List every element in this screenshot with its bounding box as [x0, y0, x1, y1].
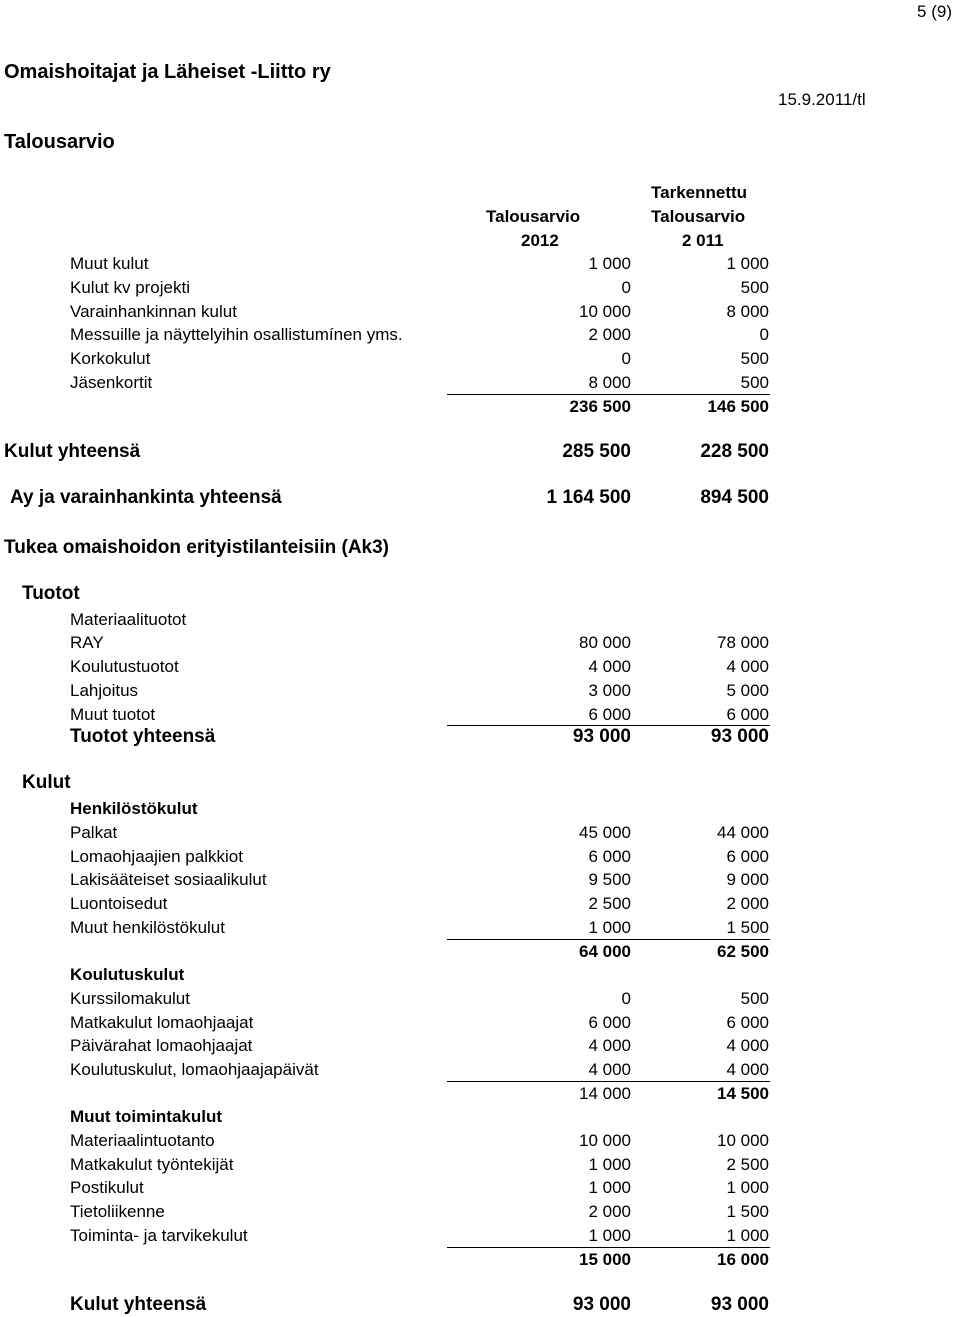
column-header-refined: Tarkennettu [651, 183, 748, 202]
total-2012: 93 000 [572, 726, 631, 747]
value-2011: 1 000 [726, 1226, 769, 1245]
value-2011: 2 500 [726, 1155, 769, 1174]
value-2011: 9 000 [726, 870, 769, 889]
value-2011: 0 [759, 325, 769, 344]
group-heading: Muut toimintakulut [70, 1107, 223, 1126]
total-label: Ay ja varainhankinta yhteensä [10, 487, 282, 508]
value-2012: 1 000 [588, 1226, 631, 1245]
value-2011: 6 000 [726, 705, 769, 724]
total-2011: 894 500 [700, 487, 769, 508]
value-2011: 1 000 [726, 254, 769, 273]
date-reference: 15.9.2011/tl [778, 90, 866, 109]
row-label: Muut kulut [70, 254, 149, 273]
value-2011: 1 500 [726, 1202, 769, 1221]
subtotal-2011: 16 000 [717, 1250, 769, 1269]
subtotal-2011: 14 500 [717, 1084, 769, 1103]
value-2012: 10 000 [579, 1131, 631, 1150]
value-2012: 2 000 [588, 1202, 631, 1221]
document-title: Talousarvio [4, 131, 115, 153]
divider-line [447, 394, 770, 395]
value-2011: 500 [740, 349, 769, 368]
value-2012: 4 000 [588, 1060, 631, 1079]
total-2011: 93 000 [710, 1294, 769, 1315]
value-2011: 44 000 [717, 823, 769, 842]
row-label: Muut henkilöstökulut [70, 918, 225, 937]
row-label: Tietoliikenne [70, 1202, 165, 1221]
value-2012: 3 000 [588, 681, 631, 700]
value-2012: 10 000 [579, 302, 631, 321]
value-2011: 500 [740, 989, 769, 1008]
section-title: Tukea omaishoidon erityistilanteisiin (Ak3) [4, 537, 390, 558]
total-2011: 228 500 [700, 441, 769, 462]
row-label: Messuille ja näyttelyihin osallistumínen yms. [70, 325, 403, 344]
organization-name: Omaishoitajat ja Läheiset -Liitto ry [4, 61, 331, 83]
total-2011: 93 000 [710, 726, 769, 747]
row-label: Materiaalintuotanto [70, 1131, 215, 1150]
row-label: Varainhankinnan kulut [70, 302, 237, 321]
value-2011: 6 000 [726, 1013, 769, 1032]
subtotal-2012: 236 500 [569, 397, 631, 416]
subtotal-2012: 64 000 [579, 942, 631, 961]
value-2011: 78 000 [717, 633, 769, 652]
value-2011: 4 000 [726, 657, 769, 676]
column-header-budget-2012: Talousarvio [486, 207, 581, 226]
value-2012: 9 500 [588, 870, 631, 889]
row-label: Postikulut [70, 1178, 144, 1197]
total-2012: 285 500 [562, 441, 631, 462]
subtotal-2011: 146 500 [707, 397, 769, 416]
value-2012: 1 000 [588, 1178, 631, 1197]
column-header-budget-2011: Talousarvio [651, 207, 746, 226]
tuotot-heading: Tuotot [22, 583, 80, 604]
value-2012: 0 [621, 349, 631, 368]
row-label: Luontoisedut [70, 894, 168, 913]
value-2011: 5 000 [726, 681, 769, 700]
total-label: Kulut yhteensä [4, 441, 141, 462]
row-label: Matkakulut lomaohjaajat [70, 1013, 254, 1032]
divider-line [447, 1247, 770, 1248]
value-2011: 2 000 [726, 894, 769, 913]
value-2012: 1 000 [588, 918, 631, 937]
value-2012: 0 [621, 989, 631, 1008]
value-2011: 6 000 [726, 847, 769, 866]
value-2011: 1 500 [726, 918, 769, 937]
divider-line [447, 939, 770, 940]
row-label: Matkakulut työntekijät [70, 1155, 234, 1174]
subtotal-2012: 15 000 [579, 1250, 631, 1269]
value-2012: 2 500 [588, 894, 631, 913]
row-label: Jäsenkortit [70, 373, 153, 392]
row-label: Kurssilomakulut [70, 989, 190, 1008]
row-label: Koulutuskulut, lomaohjaajapäivät [70, 1060, 319, 1079]
subtotal-2011: 62 500 [717, 942, 769, 961]
total-label: Tuotot yhteensä [70, 726, 216, 747]
row-label: Toiminta- ja tarvikekulut [70, 1226, 248, 1245]
total-2012: 1 164 500 [546, 487, 631, 508]
row-label: Palkat [70, 823, 118, 842]
kulut-heading: Kulut [22, 772, 71, 793]
value-2012: 4 000 [588, 1036, 631, 1055]
value-2011: 500 [740, 373, 769, 392]
row-label: Kulut kv projekti [70, 278, 190, 297]
total-label: Kulut yhteensä [70, 1294, 207, 1315]
row-label: Muut tuotot [70, 705, 156, 724]
value-2011: 1 000 [726, 1178, 769, 1197]
subtotal-2012: 14 000 [579, 1084, 631, 1103]
row-label: Materiaalituotot [70, 610, 187, 629]
column-header-year-2011: 2 011 [682, 231, 724, 250]
value-2012: 8 000 [588, 373, 631, 392]
value-2012: 1 000 [588, 1155, 631, 1174]
row-label: Lahjoitus [70, 681, 139, 700]
group-heading: Henkilöstökulut [70, 799, 198, 818]
value-2012: 6 000 [588, 847, 631, 866]
value-2012: 80 000 [579, 633, 631, 652]
row-label: Päivärahat lomaohjaajat [70, 1036, 253, 1055]
value-2012: 0 [621, 278, 631, 297]
value-2012: 6 000 [588, 705, 631, 724]
value-2011: 8 000 [726, 302, 769, 321]
value-2012: 6 000 [588, 1013, 631, 1032]
row-label: Lomaohjaajien palkkiot [70, 847, 243, 866]
row-label: Koulutustuotot [70, 657, 179, 676]
column-header-year-2012: 2012 [521, 231, 559, 250]
divider-line [447, 1081, 770, 1082]
value-2012: 2 000 [588, 325, 631, 344]
value-2011: 4 000 [726, 1060, 769, 1079]
row-label: RAY [70, 633, 104, 652]
row-label: Lakisääteiset sosiaalikulut [70, 870, 267, 889]
value-2012: 1 000 [588, 254, 631, 273]
group-heading: Koulutuskulut [70, 965, 185, 984]
total-2012: 93 000 [572, 1294, 631, 1315]
value-2012: 4 000 [588, 657, 631, 676]
value-2011: 4 000 [726, 1036, 769, 1055]
page-number: 5 (9) [917, 2, 952, 21]
row-label: Korkokulut [70, 349, 151, 368]
value-2012: 45 000 [579, 823, 631, 842]
value-2011: 500 [740, 278, 769, 297]
value-2011: 10 000 [717, 1131, 769, 1150]
